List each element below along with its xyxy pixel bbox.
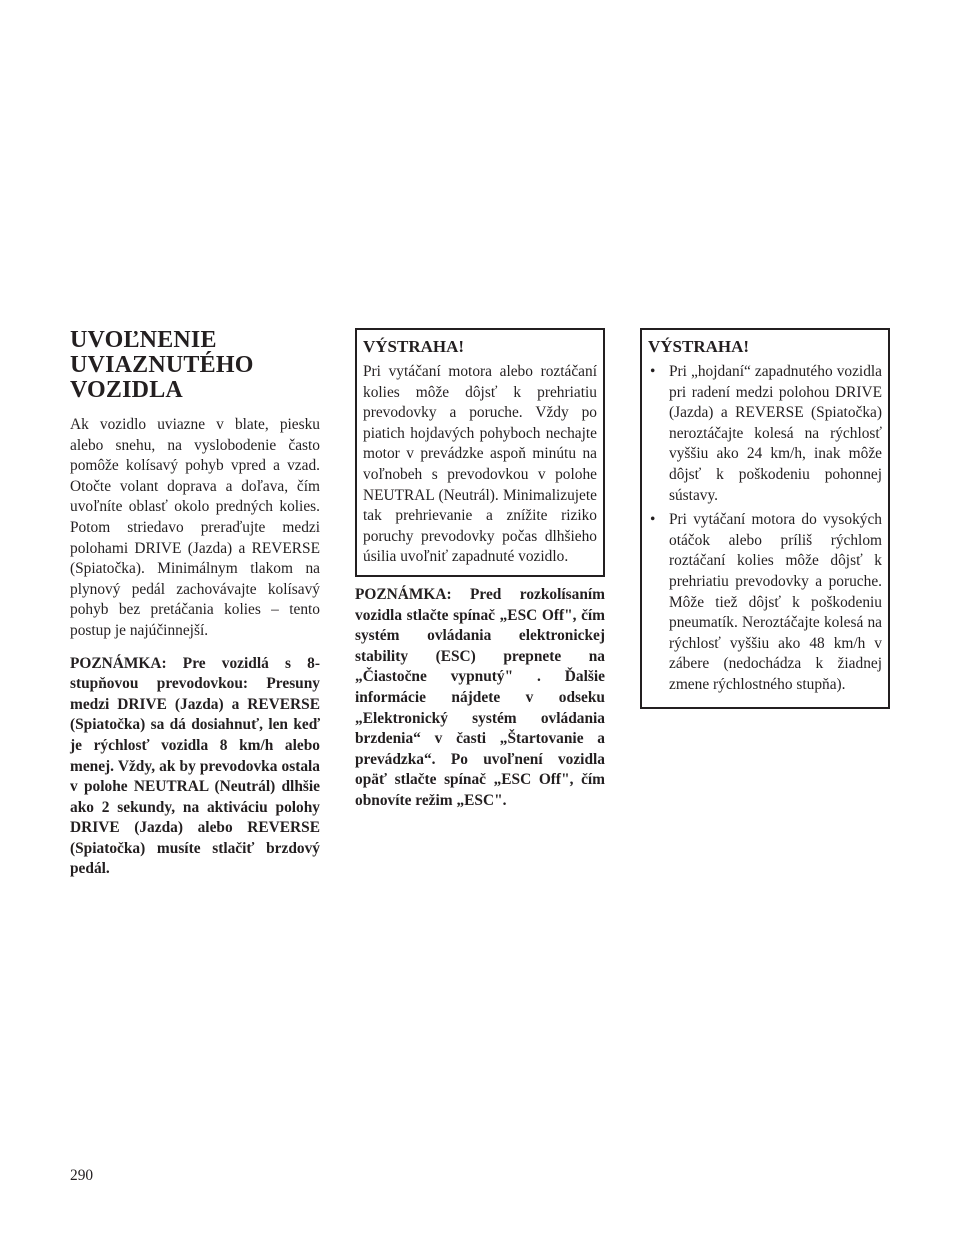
bullet-icon: • <box>650 511 656 529</box>
intro-paragraph: Ak vozidlo uviazne v blate, piesku alebo snehu, na vyslobodenie často pomôže kolísavý pohyb vpred a vzad. Otočte volant doprava a doľava, čím uvoľníte oblasť okolo predných kolies. Potom striedavo preraďujte medzi polohami DRIVE (Jazda) a REVERSE (Spiatočka). Minimálnym tlakom na plynový pedál zachovávajte kolísavý pohyb bez pretáčania kolies – tento postup je najúčinnejší. <box>70 416 320 639</box>
list-item-text: Pri vytáčaní motora do vysokých otáčok alebo príliš rýchlom roztáčaní kolies môže dôjsť k prehriatiu prevodovky a poruche. Môže tiež dôjsť k poškodeniu pneumatík. Neroztáčajte kolesá na rýchlosť vyššiu ako 48 km/h v zábere (nedochádza k žiadnej zmene rýchlostného stupňa). <box>669 511 882 693</box>
right-column <box>640 328 890 709</box>
warning-box-overheat <box>355 328 605 577</box>
transmission-note: POZNÁMKA: Pre vozidlá s 8-stupňovou prevodovkou: Presuny medzi DRIVE (Jazda) a REVERSE (Spiatočka) sa dá dosiahnuť, len keď je rýchlosť vozidla 8 km/h alebo menej. Vždy, ak by prevodovka ostala v polohe NEUTRAL (Neutrál) dlhšie ako 2 sekundy, na aktiváciu polohy DRIVE (Jazda) alebo REVERSE (Spiatočka) musíte stlačiť brzdový pedál. <box>70 654 320 878</box>
list-item <box>648 362 882 506</box>
list-item-text: Pri „hojdaní“ zapadnutého vozidla pri radení medzi polohou DRIVE (Jazda) a REVERSE (Spiatočka) neroztáčajte kolesá na rýchlosť vyššiu ako 24 km/h, inak môže dôjsť k poškodeniu pohonnej sústavy. <box>669 363 882 504</box>
section-title: UVOĽNENIE UVIAZNUTÉHO VOZIDLA <box>70 327 254 403</box>
page-number: 290 <box>70 1167 94 1184</box>
warning-text: Pri vytáčaní motora alebo roztáčaní kolies môže dôjsť k prehriatiu prevodovky a poruche. Vždy po piatich hojdavých pohyboch nechajte motor v prevádzke aspoň minútu na voľnobeh s prevodovkou v polohe NEUTRAL (Neutrál). Minimalizujete tak prehrievanie a znížite riziko poruchy prevodovky počas dlhšieho úsilia uvoľniť zapadnuté vozidlo. <box>363 363 597 566</box>
bullet-icon: • <box>650 363 656 380</box>
warning-box-speed <box>640 328 890 709</box>
list-item <box>648 510 882 695</box>
warning-list <box>648 362 882 696</box>
left-column <box>70 328 320 880</box>
warning-title: VÝSTRAHA! <box>648 337 750 356</box>
warning-title: VÝSTRAHA! <box>363 337 465 356</box>
middle-column <box>355 328 605 811</box>
esc-note: POZNÁMKA: Pred rozkolísaním vozidla stlačte spínač „ESC Off", čím systém ovládania elektronickej stability (ESC) prepnete na „Čiastočne vypnutý" . Ďalšie informácie nájdete v odseku „Elektronický systém ovládania brzdenia“ v časti „Štartovanie a prevádzka“. Po uvoľnení vozidla opäť stlačte spínač „ESC Off", čím obnovíte režim „ESC". <box>355 585 605 809</box>
